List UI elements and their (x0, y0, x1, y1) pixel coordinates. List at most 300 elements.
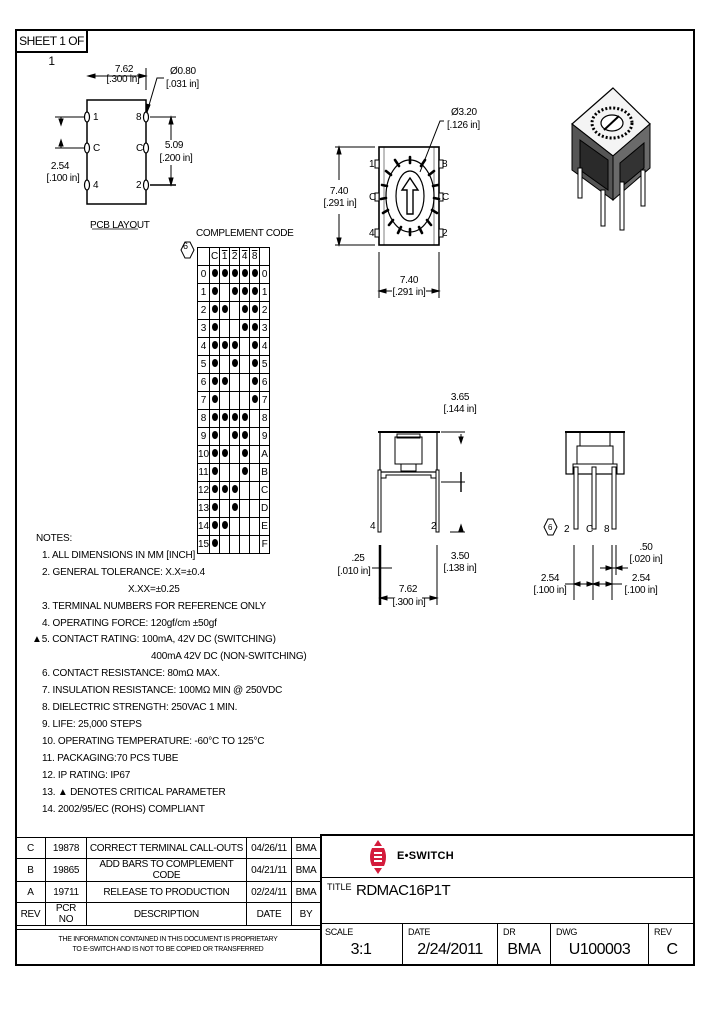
hex-cell: 0 (260, 266, 270, 284)
code-cell (210, 464, 220, 482)
front-pin-label: 2 (431, 521, 437, 532)
code-cell (230, 500, 240, 518)
contact-dot-icon (242, 323, 248, 331)
pcb-layout-caption: PCB LAYOUT (90, 220, 150, 231)
code-cell (210, 302, 220, 320)
contact-dot-icon (242, 431, 248, 439)
side-lead-dim-in: [.020 in] (629, 554, 663, 565)
knob-dim-in: [.126 in] (447, 120, 480, 131)
code-cell (240, 428, 250, 446)
table-row (198, 302, 270, 320)
code-cell (240, 446, 250, 464)
code-cell (230, 428, 240, 446)
revision-pcr: 19865 (45, 859, 86, 882)
contact-dot-icon (212, 341, 218, 349)
position-cell: 10 (198, 446, 210, 464)
position-cell: 3 (198, 320, 210, 338)
title-block-logo-row (320, 834, 695, 878)
code-cell (210, 320, 220, 338)
code-cell (240, 392, 250, 410)
contact-dot-icon (232, 287, 238, 295)
code-cell (250, 392, 260, 410)
code-cell (240, 500, 250, 518)
note-item (36, 734, 307, 751)
code-cell (210, 266, 220, 284)
note-item (36, 768, 307, 785)
date-cell (402, 924, 497, 966)
top-width-dim-in: [.291 in] (392, 287, 426, 298)
contact-dot-icon (242, 449, 248, 457)
code-cell (220, 500, 230, 518)
front-lead-dim-mm: 3.50 (450, 551, 470, 562)
contact-dot-icon (212, 431, 218, 439)
contact-dot-icon (222, 269, 228, 277)
position-cell: 2 (198, 302, 210, 320)
drawn-by-caption: DR (503, 927, 516, 937)
top-height-dim-in: [.291 in] (323, 198, 357, 209)
pcr-header: PCR NO (45, 903, 86, 926)
contact-dot-icon (252, 395, 258, 403)
front-thick-dim-in: [.010 in] (337, 566, 371, 577)
contact-dot-icon (252, 341, 258, 349)
header-cell: 1 (220, 248, 230, 266)
note-item (36, 616, 307, 633)
note-text: X.XX=±0.25 (128, 583, 180, 595)
contact-dot-icon (212, 359, 218, 367)
note-item (36, 666, 307, 683)
code-cell (220, 446, 230, 464)
front-width-dim-mm: 7.62 (398, 584, 418, 595)
date-value: 2/24/2011 (417, 941, 483, 958)
code-cell (240, 284, 250, 302)
contact-dot-icon (242, 467, 248, 475)
contact-dot-icon (222, 341, 228, 349)
knob-dim-mm: Ø3.20 (451, 107, 477, 118)
contact-dot-icon (232, 431, 238, 439)
note-item (36, 717, 307, 734)
hex-cell: F (260, 536, 270, 554)
rev-cell (648, 924, 695, 966)
contact-dot-icon (212, 449, 218, 457)
note-text: 12. IP RATING: IP67 (42, 769, 131, 781)
brand-name: E•SWITCH (397, 850, 454, 862)
header-cell: 2 (230, 248, 240, 266)
rev-value: C (666, 941, 678, 958)
position-cell: 14 (198, 518, 210, 536)
side-pin-label: 8 (604, 524, 610, 535)
contact-dot-icon (212, 269, 218, 277)
note-text: 10. OPERATING TEMPERATURE: -60°C TO 125°C (42, 735, 265, 747)
front-pin-label: 4 (370, 521, 376, 532)
contact-dot-icon (212, 521, 218, 529)
code-cell (210, 446, 220, 464)
position-cell: 4 (198, 338, 210, 356)
position-cell: 1 (198, 284, 210, 302)
top-pin-label: C (442, 192, 449, 203)
code-cell (230, 356, 240, 374)
code-cell (210, 410, 220, 428)
table-row (198, 482, 270, 500)
revision-pcr: 19878 (45, 838, 86, 859)
code-cell (240, 338, 250, 356)
drawing-title: RDMAC16P1T (356, 882, 451, 899)
note-text: 14. 2002/95/EC (ROHS) COMPLIANT (42, 803, 205, 815)
code-cell (230, 392, 240, 410)
code-cell (230, 266, 240, 284)
code-cell (230, 446, 240, 464)
hex-cell: C (260, 482, 270, 500)
note-text: 3. TERMINAL NUMBERS FOR REFERENCE ONLY (42, 600, 266, 612)
code-cell (220, 410, 230, 428)
code-cell (250, 464, 260, 482)
note-6-marker: 6 (183, 241, 188, 251)
note-item (36, 548, 307, 565)
header-cell (198, 248, 210, 266)
note-text: 9. LIFE: 25,000 STEPS (42, 718, 142, 730)
position-cell: 0 (198, 266, 210, 284)
e-switch-logo-icon (368, 840, 388, 874)
pcb-pin-label: 4 (93, 180, 99, 191)
position-cell: 12 (198, 482, 210, 500)
table-header-row (198, 248, 270, 266)
code-cell (250, 356, 260, 374)
complement-code-table (197, 247, 270, 554)
proprietary-line: THE INFORMATION CONTAINED IN THIS DOCUMENT IS PROPRIETARY (58, 936, 278, 943)
dwg-value: U100003 (568, 941, 631, 958)
code-cell (250, 338, 260, 356)
code-cell (240, 374, 250, 392)
top-pin-label: 8 (442, 159, 448, 170)
note-item (36, 785, 307, 802)
note-text: 400mA 42V DC (NON-SWITCHING) (151, 651, 307, 663)
hex-cell: 6 (260, 374, 270, 392)
notes-section (32, 531, 307, 818)
code-cell (240, 320, 250, 338)
table-row (198, 428, 270, 446)
contact-dot-icon (252, 323, 258, 331)
revision-date: 02/24/11 (246, 882, 291, 903)
pcb-pin-label: C (93, 143, 100, 154)
code-cell (230, 374, 240, 392)
complement-code-title: COMPLEMENT CODE (196, 228, 294, 239)
code-cell (230, 482, 240, 500)
front-width-dim-in: [.300 in] (392, 597, 426, 608)
front-top-dim-in: [.144 in] (443, 404, 477, 415)
revision-row (16, 882, 321, 903)
revision-date: 04/26/11 (246, 838, 291, 859)
note-text: 7. INSULATION RESISTANCE: 100MΩ MIN @ 250VDC (42, 685, 283, 697)
code-cell (250, 482, 260, 500)
isometric-view-drawing (572, 88, 650, 230)
code-cell (250, 500, 260, 518)
code-cell (250, 320, 260, 338)
note-text: 1. ALL DIMENSIONS IN MM [INCH] (42, 549, 196, 561)
scale-cell (320, 924, 402, 966)
code-cell (230, 302, 240, 320)
contact-dot-icon (222, 521, 228, 529)
contact-dot-icon (252, 305, 258, 313)
revision-desc: ADD BARS TO COMPLEMENT CODE (87, 859, 247, 882)
code-cell (220, 338, 230, 356)
table-row (198, 284, 270, 302)
table-row (198, 338, 270, 356)
code-cell (220, 320, 230, 338)
contact-dot-icon (212, 485, 218, 493)
contact-dot-icon (252, 359, 258, 367)
pcb-pin-label: 1 (93, 112, 99, 123)
note-text: 11. PACKAGING:70 PCS TUBE (42, 752, 179, 764)
revision-rev: B (16, 859, 46, 882)
date-header: DATE (246, 903, 291, 926)
code-cell (250, 374, 260, 392)
header-cell: 4 (240, 248, 250, 266)
title-caption: TITLE (327, 882, 352, 892)
note-text: 5. CONTACT RATING: 100mA, 42V DC (SWITCHING) (41, 634, 276, 646)
code-cell (220, 284, 230, 302)
header-cell (260, 248, 270, 266)
table-row (198, 446, 270, 464)
dwg-cell (550, 924, 648, 966)
dwg-caption: DWG (556, 927, 578, 937)
top-pin-label: 2 (442, 228, 448, 239)
contact-dot-icon (242, 305, 248, 313)
top-width-dim-mm: 7.40 (399, 275, 419, 286)
hex-cell: 8 (260, 410, 270, 428)
side-lead-dim-mm: .50 (639, 542, 653, 553)
contact-dot-icon (212, 395, 218, 403)
code-cell (240, 410, 250, 428)
code-cell (230, 320, 240, 338)
pcb-pitch-dim-in: [.100 in] (46, 173, 80, 184)
contact-dot-icon (242, 413, 248, 421)
code-cell (220, 266, 230, 284)
position-cell: 11 (198, 464, 210, 482)
contact-dot-icon (252, 269, 258, 277)
side-pitch-right-in: [.100 in] (624, 585, 658, 596)
scale-caption: SCALE (325, 927, 354, 937)
side-pitch-right-mm: 2.54 (631, 573, 651, 584)
side-note-marker: 6 (548, 523, 553, 532)
drawn-by-cell (497, 924, 550, 966)
pcb-width-dim-in: [.300 in] (106, 74, 140, 85)
code-cell (220, 356, 230, 374)
table-row (198, 410, 270, 428)
note-text: 8. DIELECTRIC STRENGTH: 250VAC 1 MIN. (42, 702, 238, 714)
hex-cell: 4 (260, 338, 270, 356)
code-cell (240, 356, 250, 374)
code-cell (230, 338, 240, 356)
note-item (36, 649, 307, 666)
contact-dot-icon (212, 287, 218, 295)
note-item (36, 802, 307, 819)
revision-header-row (16, 903, 321, 926)
title-block-title-row (320, 878, 695, 924)
header-cell: 8 (250, 248, 260, 266)
side-pin-label: C (586, 524, 593, 535)
hex-cell: 2 (260, 302, 270, 320)
contact-dot-icon (212, 413, 218, 421)
date-caption: DATE (408, 927, 431, 937)
note-item (36, 582, 307, 599)
code-cell (230, 284, 240, 302)
revision-row (16, 859, 321, 882)
by-header: BY (292, 903, 321, 926)
pcb-hole-dim-mm: Ø0.80 (170, 66, 196, 77)
code-cell (210, 356, 220, 374)
position-cell: 13 (198, 500, 210, 518)
pcb-pin-label: 8 (136, 112, 142, 123)
contact-dot-icon (232, 341, 238, 349)
pcb-pin-label: 2 (136, 180, 142, 191)
contact-dot-icon (212, 323, 218, 331)
code-cell (210, 500, 220, 518)
contact-dot-icon (232, 485, 238, 493)
table-row (198, 266, 270, 284)
contact-dot-icon (232, 413, 238, 421)
code-cell (250, 446, 260, 464)
top-height-dim-mm: 7.40 (329, 186, 349, 197)
code-cell (230, 464, 240, 482)
hex-cell: 3 (260, 320, 270, 338)
drawn-by-value: BMA (507, 941, 541, 958)
critical-triangle-icon: ▲ (32, 634, 42, 646)
position-cell: 8 (198, 410, 210, 428)
front-thick-dim-mm: .25 (351, 553, 365, 564)
code-cell (250, 302, 260, 320)
code-cell (210, 338, 220, 356)
code-cell (220, 392, 230, 410)
code-cell (220, 464, 230, 482)
revision-rev: C (16, 838, 46, 859)
code-cell (240, 302, 250, 320)
note-item (36, 565, 307, 582)
pcb-hole-dim-in: [.031 in] (166, 79, 199, 90)
code-cell (220, 302, 230, 320)
revision-row (16, 838, 321, 859)
rev-caption: REV (654, 927, 672, 937)
note-item (36, 751, 307, 768)
code-cell (250, 428, 260, 446)
contact-dot-icon (212, 305, 218, 313)
position-cell: 9 (198, 428, 210, 446)
notes-heading: NOTES: (36, 533, 73, 544)
header-cell: C (210, 248, 220, 266)
side-pin-label: 2 (564, 524, 570, 535)
table-row (198, 500, 270, 518)
code-cell (220, 482, 230, 500)
table-row (198, 356, 270, 374)
note-text: 13. ▲ DENOTES CRITICAL PARAMETER (42, 786, 226, 798)
top-pin-label: 1 (369, 159, 375, 170)
contact-dot-icon (252, 287, 258, 295)
contact-dot-icon (232, 503, 238, 511)
contact-dot-icon (222, 377, 228, 385)
table-row (198, 464, 270, 482)
code-cell (210, 392, 220, 410)
contact-dot-icon (222, 413, 228, 421)
contact-dot-icon (232, 269, 238, 277)
contact-dot-icon (252, 377, 258, 385)
pcb-span-dim-mm: 5.09 (164, 140, 184, 151)
desc-header: DESCRIPTION (87, 903, 247, 926)
scale-value: 3:1 (350, 941, 372, 958)
contact-dot-icon (212, 377, 218, 385)
pcb-pitch-dim-mm: 2.54 (50, 161, 70, 172)
revision-date: 04/21/11 (246, 859, 291, 882)
front-lead-dim-in: [.138 in] (443, 563, 477, 574)
hex-cell: 5 (260, 356, 270, 374)
revision-rev: A (16, 882, 46, 903)
position-cell: 5 (198, 356, 210, 374)
table-row (198, 392, 270, 410)
revision-by: BMA (292, 882, 321, 903)
side-pitch-left-in: [.100 in] (533, 585, 567, 596)
sheet-label: SHEET 1 OF 1 (15, 29, 88, 53)
contact-dot-icon (212, 467, 218, 475)
code-cell (230, 410, 240, 428)
rev-header: REV (16, 903, 46, 926)
side-view-drawing (565, 432, 628, 600)
contact-dot-icon (222, 305, 228, 313)
code-cell (250, 410, 260, 428)
code-cell (250, 266, 260, 284)
position-cell: 6 (198, 374, 210, 392)
hex-cell: 9 (260, 428, 270, 446)
revision-table (15, 837, 321, 926)
pcb-pin-label: C (136, 143, 143, 154)
note-item (26, 632, 307, 649)
hex-cell: E (260, 518, 270, 536)
pcb-span-dim-in: [.200 in] (159, 153, 193, 164)
note-item (36, 683, 307, 700)
hex-cell: B (260, 464, 270, 482)
front-top-dim-mm: 3.65 (450, 392, 470, 403)
top-pin-label: C (369, 192, 376, 203)
code-cell (210, 374, 220, 392)
note-text: 6. CONTACT RESISTANCE: 80mΩ MAX. (42, 668, 220, 680)
note-item (36, 700, 307, 717)
contact-dot-icon (232, 359, 238, 367)
note-text: 2. GENERAL TOLERANCE: X.X=±0.4 (42, 566, 205, 578)
hex-cell: 7 (260, 392, 270, 410)
revision-by: BMA (292, 859, 321, 882)
note-text: 4. OPERATING FORCE: 120gf/cm ±50gf (42, 617, 217, 629)
front-view-drawing (372, 432, 465, 605)
code-cell (240, 464, 250, 482)
code-cell (240, 266, 250, 284)
pcb-width-dim-mm: 7.62 (114, 64, 134, 75)
revision-desc: RELEASE TO PRODUCTION (87, 882, 247, 903)
contact-dot-icon (222, 449, 228, 457)
code-cell (250, 284, 260, 302)
table-row (198, 374, 270, 392)
code-cell (240, 482, 250, 500)
side-pitch-left-mm: 2.54 (540, 573, 560, 584)
revision-desc: CORRECT TERMINAL CALL-OUTS (87, 838, 247, 859)
proprietary-line: TO E-SWITCH AND IS NOT TO BE COPIED OR TRANSFERRED (72, 946, 264, 953)
note-item (36, 599, 307, 616)
table-row (198, 320, 270, 338)
proprietary-notice (15, 929, 321, 966)
contact-dot-icon (242, 269, 248, 277)
top-view-drawing (335, 121, 444, 298)
code-cell (210, 284, 220, 302)
code-cell (220, 374, 230, 392)
hex-cell: D (260, 500, 270, 518)
top-pin-label: 4 (369, 228, 375, 239)
code-cell (210, 482, 220, 500)
code-cell (210, 428, 220, 446)
